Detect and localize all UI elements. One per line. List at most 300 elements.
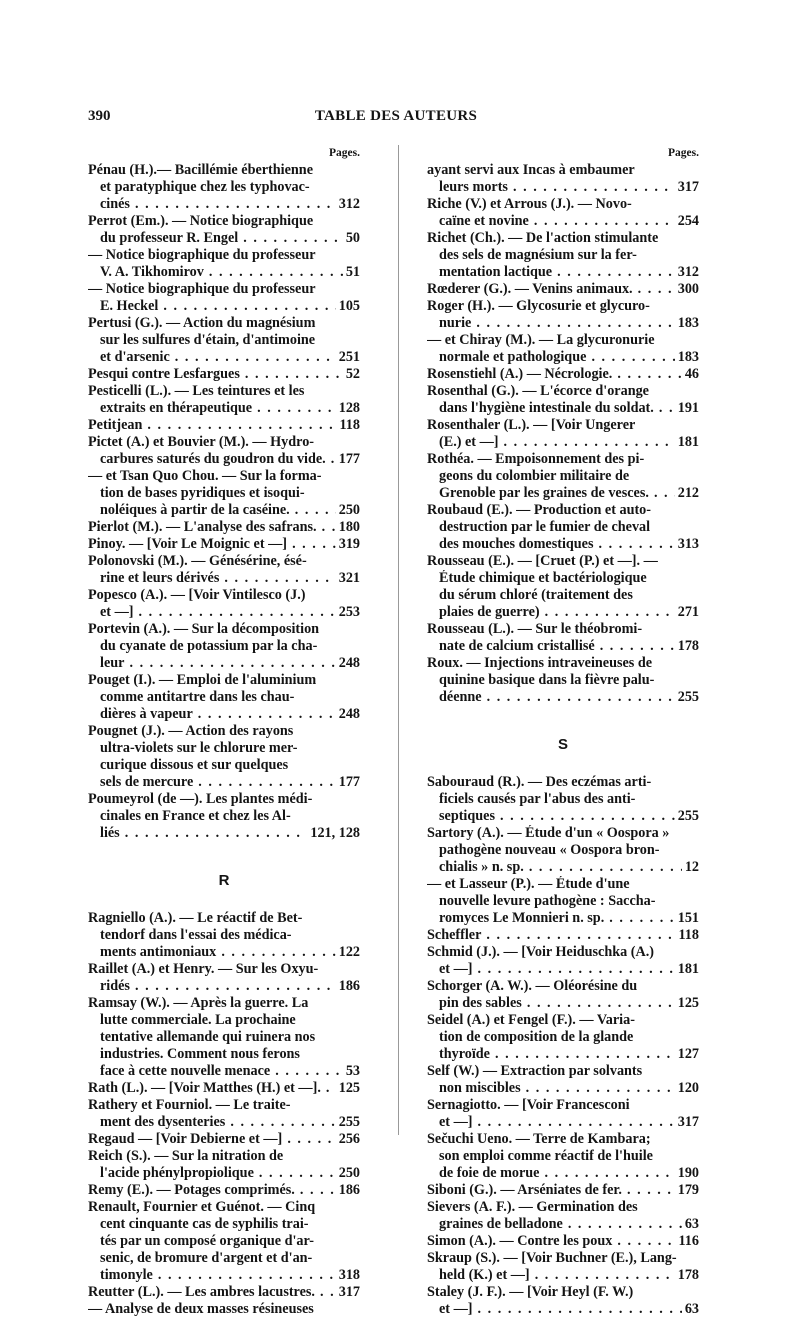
entry-text: Riche (V.) et Arrous (J.). — Novo- [427,196,632,212]
page-reference: 317 [675,1114,699,1131]
entry-text: Schorger (A. W.). — Oléorésine du [427,978,638,994]
page-reference: 63 [682,1216,699,1233]
entry-line [427,162,699,179]
entry-line [88,315,360,332]
page-reference: 46 [682,366,699,383]
entry-line [88,519,360,536]
page-reference: 313 [675,536,699,553]
page-reference: 312 [336,196,360,213]
entry-text: Regaud — [Voir Debierne et —] . . . [88,1131,360,1147]
index-entry [88,961,360,995]
entry-line [88,587,360,604]
entry-text: Rothéa. — Empoisonnement des pi- [427,451,645,467]
entry-line [427,995,699,1012]
page-reference: 186 [336,978,360,995]
entry-text: Reich (S.). — Sur la nitration de [88,1148,284,1164]
entry-line [88,638,360,655]
entry-text: Ragniello (A.). — Le réactif de Bet- [88,910,303,926]
entry-text: et —] . . . [439,1301,699,1317]
entry-text: Siboni (G.). — Arséniates de fer. . . . [427,1182,699,1198]
pages-label: Pages. [329,147,360,159]
page-reference: 52 [343,366,360,383]
page-reference: 191 [675,400,699,417]
page-reference: 186 [336,1182,360,1199]
entry-line [427,893,699,910]
entry-text: — et Tsan Quo Chou. — Sur la forma- [88,468,322,484]
entry-line [427,281,699,298]
entry-text: Pictet (A.) et Bouvier (M.). — Hydro- [88,434,315,450]
entry-text: et paratyphique chez les typhovac- [100,179,310,195]
page-number: 390 [88,108,111,124]
entry-line [427,349,699,366]
entry-line [427,536,699,553]
entry-text: caïne et novine . . . [439,213,699,229]
index-entry [427,298,699,332]
entry-text: ments antimoniaux . . . [100,944,360,960]
index-entry [88,383,360,417]
page-reference: 177 [336,451,360,468]
entry-text: nurie . . . [439,315,699,331]
entry-line [427,927,699,944]
entry-text: — Notice biographique du professeur [88,281,316,297]
index-entry [427,927,699,944]
entry-line [427,774,699,791]
entry-line [88,604,360,621]
entry-line [88,281,360,298]
entry-text: cinés . . . [100,196,360,212]
page-reference: 120 [675,1080,699,1097]
page-reference: 180 [336,519,360,536]
entry-line [427,825,699,842]
entry-text: déenne . . . [439,689,699,705]
index-entry [88,1131,360,1148]
index-entry [427,1063,699,1097]
entry-line [88,944,360,961]
entry-text: sur les sulfures d'étain, d'antimoine [100,332,316,348]
entry-text: — Analyse de deux masses résineuses [88,1301,314,1317]
index-entry [88,1199,360,1284]
page-reference: 127 [675,1046,699,1063]
page-reference: 116 [676,1233,700,1250]
entry-line [427,655,699,672]
page-header [88,108,704,128]
index-entry [427,1012,699,1063]
entry-text: Rath (L.). — [Voir Matthes (H.) et —]. . . . [88,1080,360,1096]
entry-text: destruction par le fumier de cheval [439,519,651,535]
entry-line [427,961,699,978]
entry-line [88,1284,360,1301]
entry-line [427,1216,699,1233]
entries-r-block [88,910,360,1318]
entry-line [88,349,360,366]
entry-text: pathogène nouveau « Oospora bron- [439,842,660,858]
entry-line [88,179,360,196]
entry-text: Sečuchi Ueno. — Terre de Kambara; [427,1131,651,1147]
entry-line [88,1131,360,1148]
entry-line [88,1097,360,1114]
entries-r-continued-block [427,162,699,706]
page-reference: 51 [343,264,360,281]
entry-text: Popesco (A.). — [Voir Vintilesco (J.) [88,587,306,603]
entry-text: Pertusi (G.). — Action du magnésium [88,315,316,331]
entry-text: Rousseau (L.). — Sur le théobromi- [427,621,643,637]
entry-text: Self (W.) — Extraction par solvants [427,1063,643,1079]
entry-text: du sérum chloré (traitement des [439,587,633,603]
section-letter-s: S [557,736,568,753]
entry-line [88,757,360,774]
entry-line [88,1063,360,1080]
entry-line [88,740,360,757]
index-entry [88,1097,360,1131]
entry-text: dières à vapeur . . . [100,706,360,722]
right-column [427,145,699,1318]
index-entry [427,451,699,502]
entry-line [88,570,360,587]
page-reference: 151 [675,910,699,927]
entry-text: graines de belladone . . . [439,1216,699,1232]
page-reference: 300 [675,281,699,298]
entry-line [88,1267,360,1284]
entry-text: timonyle . . . [100,1267,360,1283]
entry-text: V. A. Tikhomirov . . . [100,264,360,280]
entry-text: Pesqui contre Lesfargues . . . [88,366,360,382]
page-reference: 190 [675,1165,699,1182]
entry-text: et —] . . . [439,1114,699,1130]
entry-line [427,1233,699,1250]
index-entry [427,1284,699,1318]
entry-text: Raillet (A.) et Henry. — Sur les Oxyu- [88,961,319,977]
page-reference: 105 [336,298,360,315]
entry-line [427,417,699,434]
entry-line [88,791,360,808]
entry-line [427,1063,699,1080]
entry-text: Sartory (A.). — Étude d'un « Oospora » [427,825,670,841]
index-entry [427,825,699,876]
page-reference: 128 [336,400,360,417]
entry-line [427,944,699,961]
entry-line [427,689,699,706]
index-entry [427,1199,699,1233]
page-reference: 318 [336,1267,360,1284]
entry-line [88,1080,360,1097]
entry-line [427,230,699,247]
entry-line [427,1131,699,1148]
entry-line [427,859,699,876]
index-entry [88,1182,360,1199]
entry-line [427,264,699,281]
entry-text: Reutter (L.). — Les ambres lacustres. . . . [88,1284,360,1300]
entry-line [427,298,699,315]
entries-s-block [427,774,699,1318]
page-reference: 181 [675,961,699,978]
index-entry [88,519,360,536]
entry-line [88,383,360,400]
entry-line [427,502,699,519]
entry-line [88,247,360,264]
index-entry [88,247,360,281]
entry-text: de foie de morue . . . [439,1165,699,1181]
index-entry [427,366,699,383]
page-reference: 121, 128 [307,825,360,842]
entry-line [427,1301,699,1318]
entry-text: Pinoy. — [Voir Le Moignic et —] . . . [88,536,360,552]
entry-text: quinine basique dans la fièvre palu- [439,672,655,688]
page-reference: 179 [675,1182,699,1199]
entry-line [88,298,360,315]
page-reference: 248 [336,706,360,723]
entry-line [427,638,699,655]
page-reference: 255 [336,1114,360,1131]
index-entry [88,791,360,842]
page-reference: 53 [343,1063,360,1080]
page-reference: 255 [675,808,699,825]
entry-text: Staley (J. F.). — [Voir Heyl (F. W.) [427,1284,634,1300]
entry-line [427,1267,699,1284]
entry-line [88,961,360,978]
page-reference: 250 [336,1165,360,1182]
entry-text: — Notice biographique du professeur [88,247,316,263]
entry-text: cinales en France et chez les Al- [100,808,291,824]
entry-text: sels de mercure . . . [100,774,360,790]
index-entry [427,417,699,451]
entry-text: Grenoble par les graines de vesces. . . . [439,485,699,501]
index-entry [88,1284,360,1301]
entry-line [427,1148,699,1165]
entry-text: thyroïde . . . [439,1046,699,1062]
entry-line [88,230,360,247]
entry-text: cent cinquante cas de syphilis trai- [100,1216,309,1232]
index-entry [88,723,360,791]
page-reference: 271 [675,604,699,621]
entry-line [427,366,699,383]
index-entry [427,1182,699,1199]
entry-text: Pesticelli (L.). — Les teintures et les [88,383,305,399]
entry-line [88,927,360,944]
entry-line [427,468,699,485]
index-entry [88,553,360,587]
index-entry [427,944,699,978]
index-entry [427,876,699,927]
page-reference: 317 [336,1284,360,1301]
index-entry [427,1097,699,1131]
index-entry [427,553,699,621]
entry-text: du professeur R. Engel . . . [100,230,360,246]
page-reference: 177 [336,774,360,791]
entry-text: carbures saturés du goudron du vide. . . . [100,451,360,467]
page-reference: 183 [675,315,699,332]
index-entry [88,366,360,383]
entry-text: Roux. — Injections intraveineuses de [427,655,653,671]
page-reference: 212 [675,485,699,502]
entry-text: Polonovski (M.). — Génésérine, ésé- [88,553,307,569]
entry-line [88,1233,360,1250]
entry-text: tendorf dans l'essai des médica- [100,927,292,943]
index-entry [427,1131,699,1182]
entry-text: Roger (H.). — Glycosurie et glycuro- [427,298,650,314]
entry-text: Pierlot (M.). — L'analyse des safrans. . . . [88,519,360,535]
entry-line [88,655,360,672]
entry-text: tion de composition de la glande [439,1029,634,1045]
index-entry [427,621,699,655]
entry-text: pin des sables . . . [439,995,699,1011]
entry-line [427,672,699,689]
entry-text: noléiques à partir de la caséine. . . . [100,502,360,518]
entry-text: plaies de guerre) . . . [439,604,699,620]
index-entry [427,332,699,366]
page-reference: 183 [675,349,699,366]
entry-line [427,179,699,196]
entry-text: Portevin (A.). — Sur la décomposition [88,621,320,637]
entry-text: l'acide phénylpropiolique . . . [100,1165,360,1181]
page-reference: 63 [682,1301,699,1318]
entry-text: rine et leurs dérivés . . . [100,570,360,586]
index-entry [88,1080,360,1097]
entry-line [427,808,699,825]
index-entry [427,162,699,196]
entry-line [427,1182,699,1199]
entry-line [427,196,699,213]
entry-line [88,672,360,689]
entry-text: Sernagiotto. — [Voir Francesconi [427,1097,630,1113]
entry-text: comme antitartre dans les chau- [100,689,295,705]
entry-line [427,383,699,400]
entry-line [88,723,360,740]
left-column [88,145,360,1318]
entry-text: Skraup (S.). — [Voir Buchner (E.), Lang- [427,1250,677,1266]
entry-text: leurs morts . . . [439,179,699,195]
entry-text: curique dissous et sur quelques [100,757,289,773]
index-entry [427,230,699,281]
entry-line [427,434,699,451]
column-divider [398,145,399,1135]
entry-text: et —] . . . [100,604,360,620]
index-entry [427,1233,699,1250]
entry-line [88,1199,360,1216]
entry-line [427,519,699,536]
entry-text: Scheffler . . . [427,927,699,943]
entry-line [427,1114,699,1131]
entry-line [427,604,699,621]
entry-line [427,553,699,570]
entry-text: — et Lasseur (P.). — Étude d'une [427,876,630,892]
entry-line [88,1250,360,1267]
entry-line [88,621,360,638]
entry-text: des mouches domestiques . . . [439,536,699,552]
entry-text: Sievers (A. F.). — Germination des [427,1199,638,1215]
index-entry [88,536,360,553]
index-entry [88,281,360,315]
page-reference: 317 [675,179,699,196]
entry-text: ayant servi aux Incas à embaumer [427,162,635,178]
page-reference: 181 [675,434,699,451]
index-entry [427,774,699,825]
entry-line [88,468,360,485]
page-reference: 319 [336,536,360,553]
entry-line [88,536,360,553]
index-entry [427,196,699,230]
index-entry [88,1148,360,1182]
entry-text: geons du colombier militaire de [439,468,630,484]
entry-text: liés . . . [100,825,360,841]
entry-line [427,1250,699,1267]
entry-line [427,213,699,230]
entry-text: tés par un composé organique d'ar- [100,1233,315,1249]
entry-text: chialis » n. sp. . . . [439,859,699,875]
page-reference: 118 [337,417,361,434]
index-entry [88,995,360,1080]
entry-line [88,1114,360,1131]
entry-text: Étude chimique et bactériologique [439,570,647,586]
entry-text: son emploi comme réactif de l'huile [439,1148,653,1164]
entry-text: Sabouraud (R.). — Des eczémas arti- [427,774,652,790]
entry-text: non miscibles . . . [439,1080,699,1096]
entry-text: held (K.) et —] . . . [439,1267,699,1283]
index-entry [88,587,360,621]
entry-line [88,808,360,825]
entries-p-block [88,162,360,842]
entry-text: Pouget (I.). — Emploi de l'aluminium [88,672,317,688]
page-reference: 321 [336,570,360,587]
entry-text: (E.) et —] . . . [439,434,699,450]
index-entry [88,468,360,519]
index-entry [427,1250,699,1284]
entry-line [88,196,360,213]
entry-line [427,842,699,859]
entry-line [88,417,360,434]
index-entry [88,162,360,213]
entry-line [427,315,699,332]
entry-line [427,1097,699,1114]
entry-text: lutte commerciale. La prochaine [100,1012,296,1028]
entry-text: ridés . . . [100,978,360,994]
entry-line [88,825,360,842]
entry-text: Ramsay (W.). — Après la guerre. La [88,995,309,1011]
entry-text: Simon (A.). — Contre les poux . . . [427,1233,699,1249]
entry-text: Remy (E.). — Potages comprimés. . . . [88,1182,360,1198]
entry-line [88,978,360,995]
entry-text: Rosenstiehl (A.) — Nécrologie. . . . [427,366,699,382]
entry-line [427,1046,699,1063]
entry-text: Roubaud (E.). — Production et auto- [427,502,652,518]
entry-text: Perrot (Em.). — Notice biographique [88,213,314,229]
index-entry [88,910,360,961]
entry-text: nouvelle levure pathogène : Saccha- [439,893,656,909]
page-reference: 312 [675,264,699,281]
entry-text: Poumeyrol (de —). Les plantes médi- [88,791,313,807]
entry-line [88,332,360,349]
entry-line [88,689,360,706]
entry-text: Rosenthal (G.). — L'écorce d'orange [427,383,649,399]
entry-text: Pénau (H.).— Bacillémie éberthienne [88,162,313,178]
entry-text: mentation lactique . . . [439,264,699,280]
page-reference: 178 [675,1267,699,1284]
entry-text: extraits en thérapeutique . . . [100,400,360,416]
entry-line [88,434,360,451]
index-entry [88,213,360,247]
entry-line [427,485,699,502]
entry-text: senic, de bromure d'argent et d'an- [100,1250,313,1266]
page-reference: 12 [682,859,699,876]
index-entry [88,1301,360,1318]
entry-line [427,332,699,349]
entry-line [88,1012,360,1029]
entry-line [427,247,699,264]
entry-line [88,910,360,927]
entry-line [88,264,360,281]
index-entry [88,672,360,723]
page-reference: 178 [675,638,699,655]
index-entry [427,502,699,553]
